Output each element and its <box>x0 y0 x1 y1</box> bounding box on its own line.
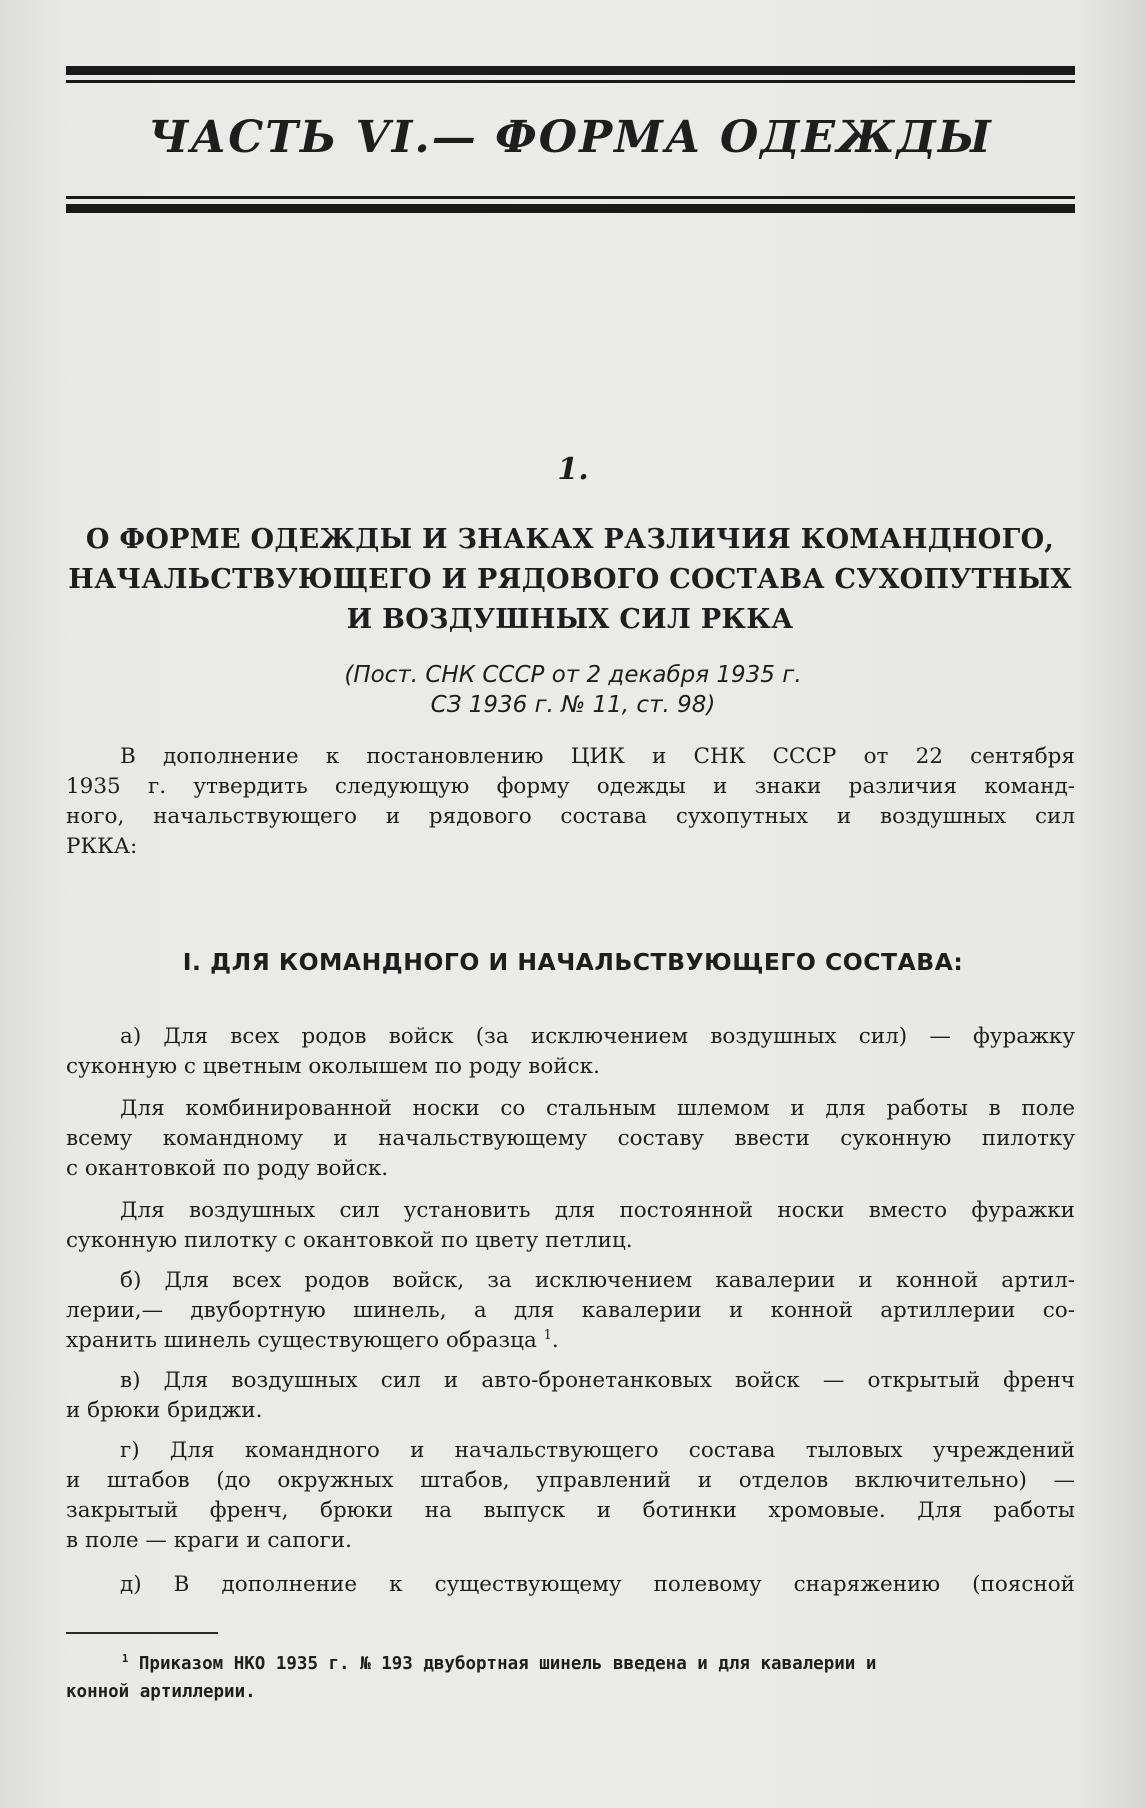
source-reference <box>0 660 1146 720</box>
text-line <box>66 1326 1075 1356</box>
document-title-line: И ВОЗДУШНЫХ СИЛ РККА <box>346 604 794 635</box>
text-fragment: . <box>551 1328 559 1353</box>
text-line: закрытый френч, брюки на выпуск и ботинки хромовые. Для работы <box>66 1498 1075 1523</box>
paragraph-v <box>66 1366 1075 1426</box>
text-fragment: Приказом НКО 1935 г. № 193 двубортная шинель введена и для кавалерии и <box>138 1654 877 1674</box>
footnote-divider <box>66 1632 218 1634</box>
source-line: СЗ 1936 г. № 11, ст. 98) <box>430 692 716 718</box>
document-title-line: НАЧАЛЬСТВУЮЩЕГО И РЯДОВОГО СОСТАВА СУХОПУТНЫХ <box>68 564 1072 595</box>
text-line: Для комбинированной носки со стальным шлемом и для работы в поле <box>120 1096 1075 1121</box>
paragraph-a <box>66 1022 1075 1082</box>
paragraph-a2 <box>66 1094 1075 1184</box>
text-line: в) Для воздушных сил и авто-бронетанковых войск — открытый френч <box>120 1368 1075 1393</box>
text-line: г) Для командного и начальствующего состава тыловых учреждений <box>120 1438 1075 1463</box>
source-line: (Пост. СНК СССР от 2 декабря 1935 г. <box>344 662 802 688</box>
part-title: ЧАСТЬ VI.— ФОРМА ОДЕЖДЫ <box>148 112 993 163</box>
paragraph-g <box>66 1436 1075 1556</box>
paragraph-b <box>66 1266 1075 1356</box>
text-line: лерии,— двубортную шинель, а для кавалерии и конной артиллерии со- <box>66 1298 1075 1323</box>
text-fragment: хранить шинель существующего образца <box>66 1328 537 1353</box>
document-title <box>62 520 1078 640</box>
paragraph-d <box>66 1570 1075 1600</box>
footnote-reference: 1 <box>543 1327 552 1343</box>
text-line: Для воздушных сил установить для постоянной носки вместо фуражки <box>120 1198 1075 1223</box>
footnote-mark: 1 <box>122 1653 129 1666</box>
text-line: В дополнение к постановлению ЦИК и СНК СССР от 22 сентября <box>120 744 1075 769</box>
top-rule-thick <box>66 66 1075 75</box>
bottom-rule-thin <box>66 196 1075 199</box>
text-line: суконную с цветным околышем по роду войск. <box>66 1054 600 1079</box>
document-title-line: О ФОРМЕ ОДЕЖДЫ И ЗНАКАХ РАЗЛИЧИЯ КОМАНДНОГО, <box>85 524 1055 555</box>
text-line: д) В дополнение к существующему полевому снаряжению (поясной <box>120 1572 1075 1597</box>
paragraph-a3 <box>66 1196 1075 1256</box>
footnote-line: конной артиллерии. <box>66 1682 256 1702</box>
text-line: РККА: <box>66 834 138 859</box>
text-line: с окантовкой по роду войск. <box>66 1156 389 1181</box>
text-line: суконную пилотку с окантовкой по цвету петлиц. <box>66 1228 633 1253</box>
footnote <box>66 1650 1075 1706</box>
text-line: в поле — краги и сапоги. <box>66 1528 352 1553</box>
section-number: 1. <box>557 452 589 487</box>
top-rule-thin <box>66 80 1075 83</box>
footnote-line <box>66 1650 1075 1678</box>
text-line: всему командному и начальствующему составу ввести суконную пилотку <box>66 1126 1075 1151</box>
text-line: 1935 г. утвердить следующую форму одежды и знаки различия команд- <box>66 774 1075 799</box>
text-line: и брюки бриджи. <box>66 1398 263 1423</box>
intro-paragraph <box>66 742 1075 862</box>
text-line: и штабов (до окружных штабов, управлений и отделов включительно) — <box>66 1468 1075 1493</box>
text-line: б) Для всех родов войск, за исключением кавалерии и конной артил- <box>120 1268 1075 1293</box>
text-line: а) Для всех родов войск (за исключением воздушных сил) — фуражку <box>120 1024 1075 1049</box>
chapter-heading: I. ДЛЯ КОМАНДНОГО И НАЧАЛЬСТВУЮЩЕГО СОСТАВА: <box>182 948 964 976</box>
bottom-rule-thick <box>66 204 1075 213</box>
text-line: ного, начальствующего и рядового состава сухопутных и воздушных сил <box>66 804 1075 829</box>
